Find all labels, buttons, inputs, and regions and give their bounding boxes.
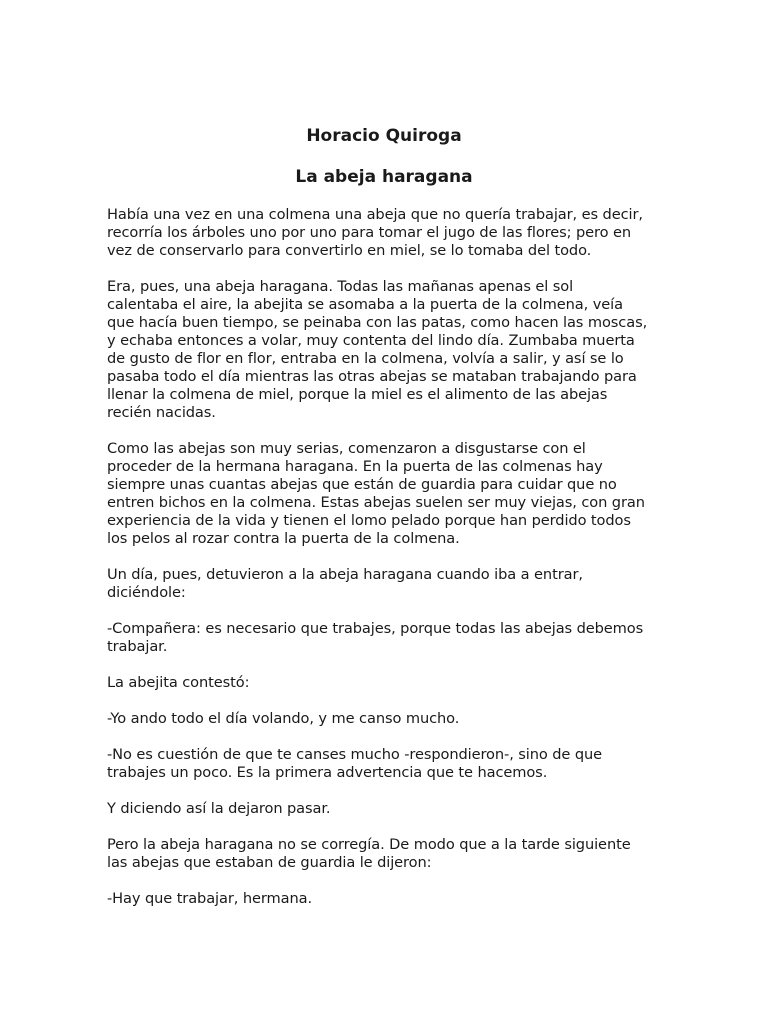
paragraph [107,674,673,692]
paragraph-line: que hacía buen tiempo, se peinaba con las patas, como hacen las moscas, [107,314,648,331]
paragraph-line: recién nacidas. [107,404,216,421]
story-title: La abeja haragana [295,167,473,187]
paragraph [107,800,673,818]
paragraph-line: Pero la abeja haragana no se corregía. De modo que a la tarde siguiente [107,836,631,853]
story-body [107,206,673,926]
author-heading: Horacio Quiroga [306,126,462,146]
paragraph-line: vez de conservarlo para convertirlo en miel, se lo tomaba del todo. [107,242,592,259]
paragraph [107,620,673,656]
paragraph [107,710,673,728]
paragraph [107,890,673,908]
paragraph-line: de gusto de flor en flor, entraba en la colmena, volvía a salir, y así se lo [107,350,624,367]
paragraph-line: diciéndole: [107,584,186,601]
paragraph-line: trabajes un poco. Es la primera advertencia que te hacemos. [107,764,548,781]
paragraph-line: las abejas que estaban de guardia le dijeron: [107,854,432,871]
paragraph-line: -No es cuestión de que te canses mucho -respondieron-, sino de que [107,746,603,763]
paragraph-line: -Hay que trabajar, hermana. [107,890,312,907]
paragraph-line: llenar la colmena de miel, porque la miel es el alimento de las abejas [107,386,608,403]
paragraph-line: trabajar. [107,638,168,655]
paragraph [107,566,673,602]
paragraph [107,206,673,260]
paragraph-line: Un día, pues, detuvieron a la abeja haragana cuando iba a entrar, [107,566,583,583]
paragraph-line: La abejita contestó: [107,674,250,691]
paragraph [107,278,673,422]
paragraph-line: calentaba el aire, la abejita se asomaba a la puerta de la colmena, veía [107,296,623,313]
paragraph-line: -Compañera: es necesario que trabajes, porque todas las abejas debemos [107,620,644,637]
paragraph-line: entren bichos en la colmena. Estas abejas suelen ser muy viejas, con gran [107,494,645,511]
paragraph [107,836,673,872]
paragraph-line: y echaba entonces a volar, muy contenta del lindo día. Zumbaba muerta [107,332,635,349]
paragraph-line: pasaba todo el día mientras las otras abejas se mataban trabajando para [107,368,637,385]
paragraph [107,746,673,782]
paragraph-line: Como las abejas son muy serias, comenzaron a disgustarse con el [107,440,586,457]
paragraph-line: Y diciendo así la dejaron pasar. [107,800,331,817]
paragraph-line: Había una vez en una colmena una abeja que no quería trabajar, es decir, [107,206,643,223]
paragraph-line: proceder de la hermana haragana. En la puerta de las colmenas hay [107,458,603,475]
paragraph-line: Era, pues, una abeja haragana. Todas las mañanas apenas el sol [107,278,574,295]
paragraph-line: siempre unas cuantas abejas que están de guardia para cuidar que no [107,476,617,493]
paragraph-line: los pelos al rozar contra la puerta de la colmena. [107,530,460,547]
paragraph-line: -Yo ando todo el día volando, y me canso mucho. [107,710,460,727]
paragraph [107,440,673,548]
paragraph-line: recorría los árboles uno por uno para tomar el jugo de las flores; pero en [107,224,632,241]
paragraph-line: experiencia de la vida y tienen el lomo pelado porque han perdido todos [107,512,631,529]
